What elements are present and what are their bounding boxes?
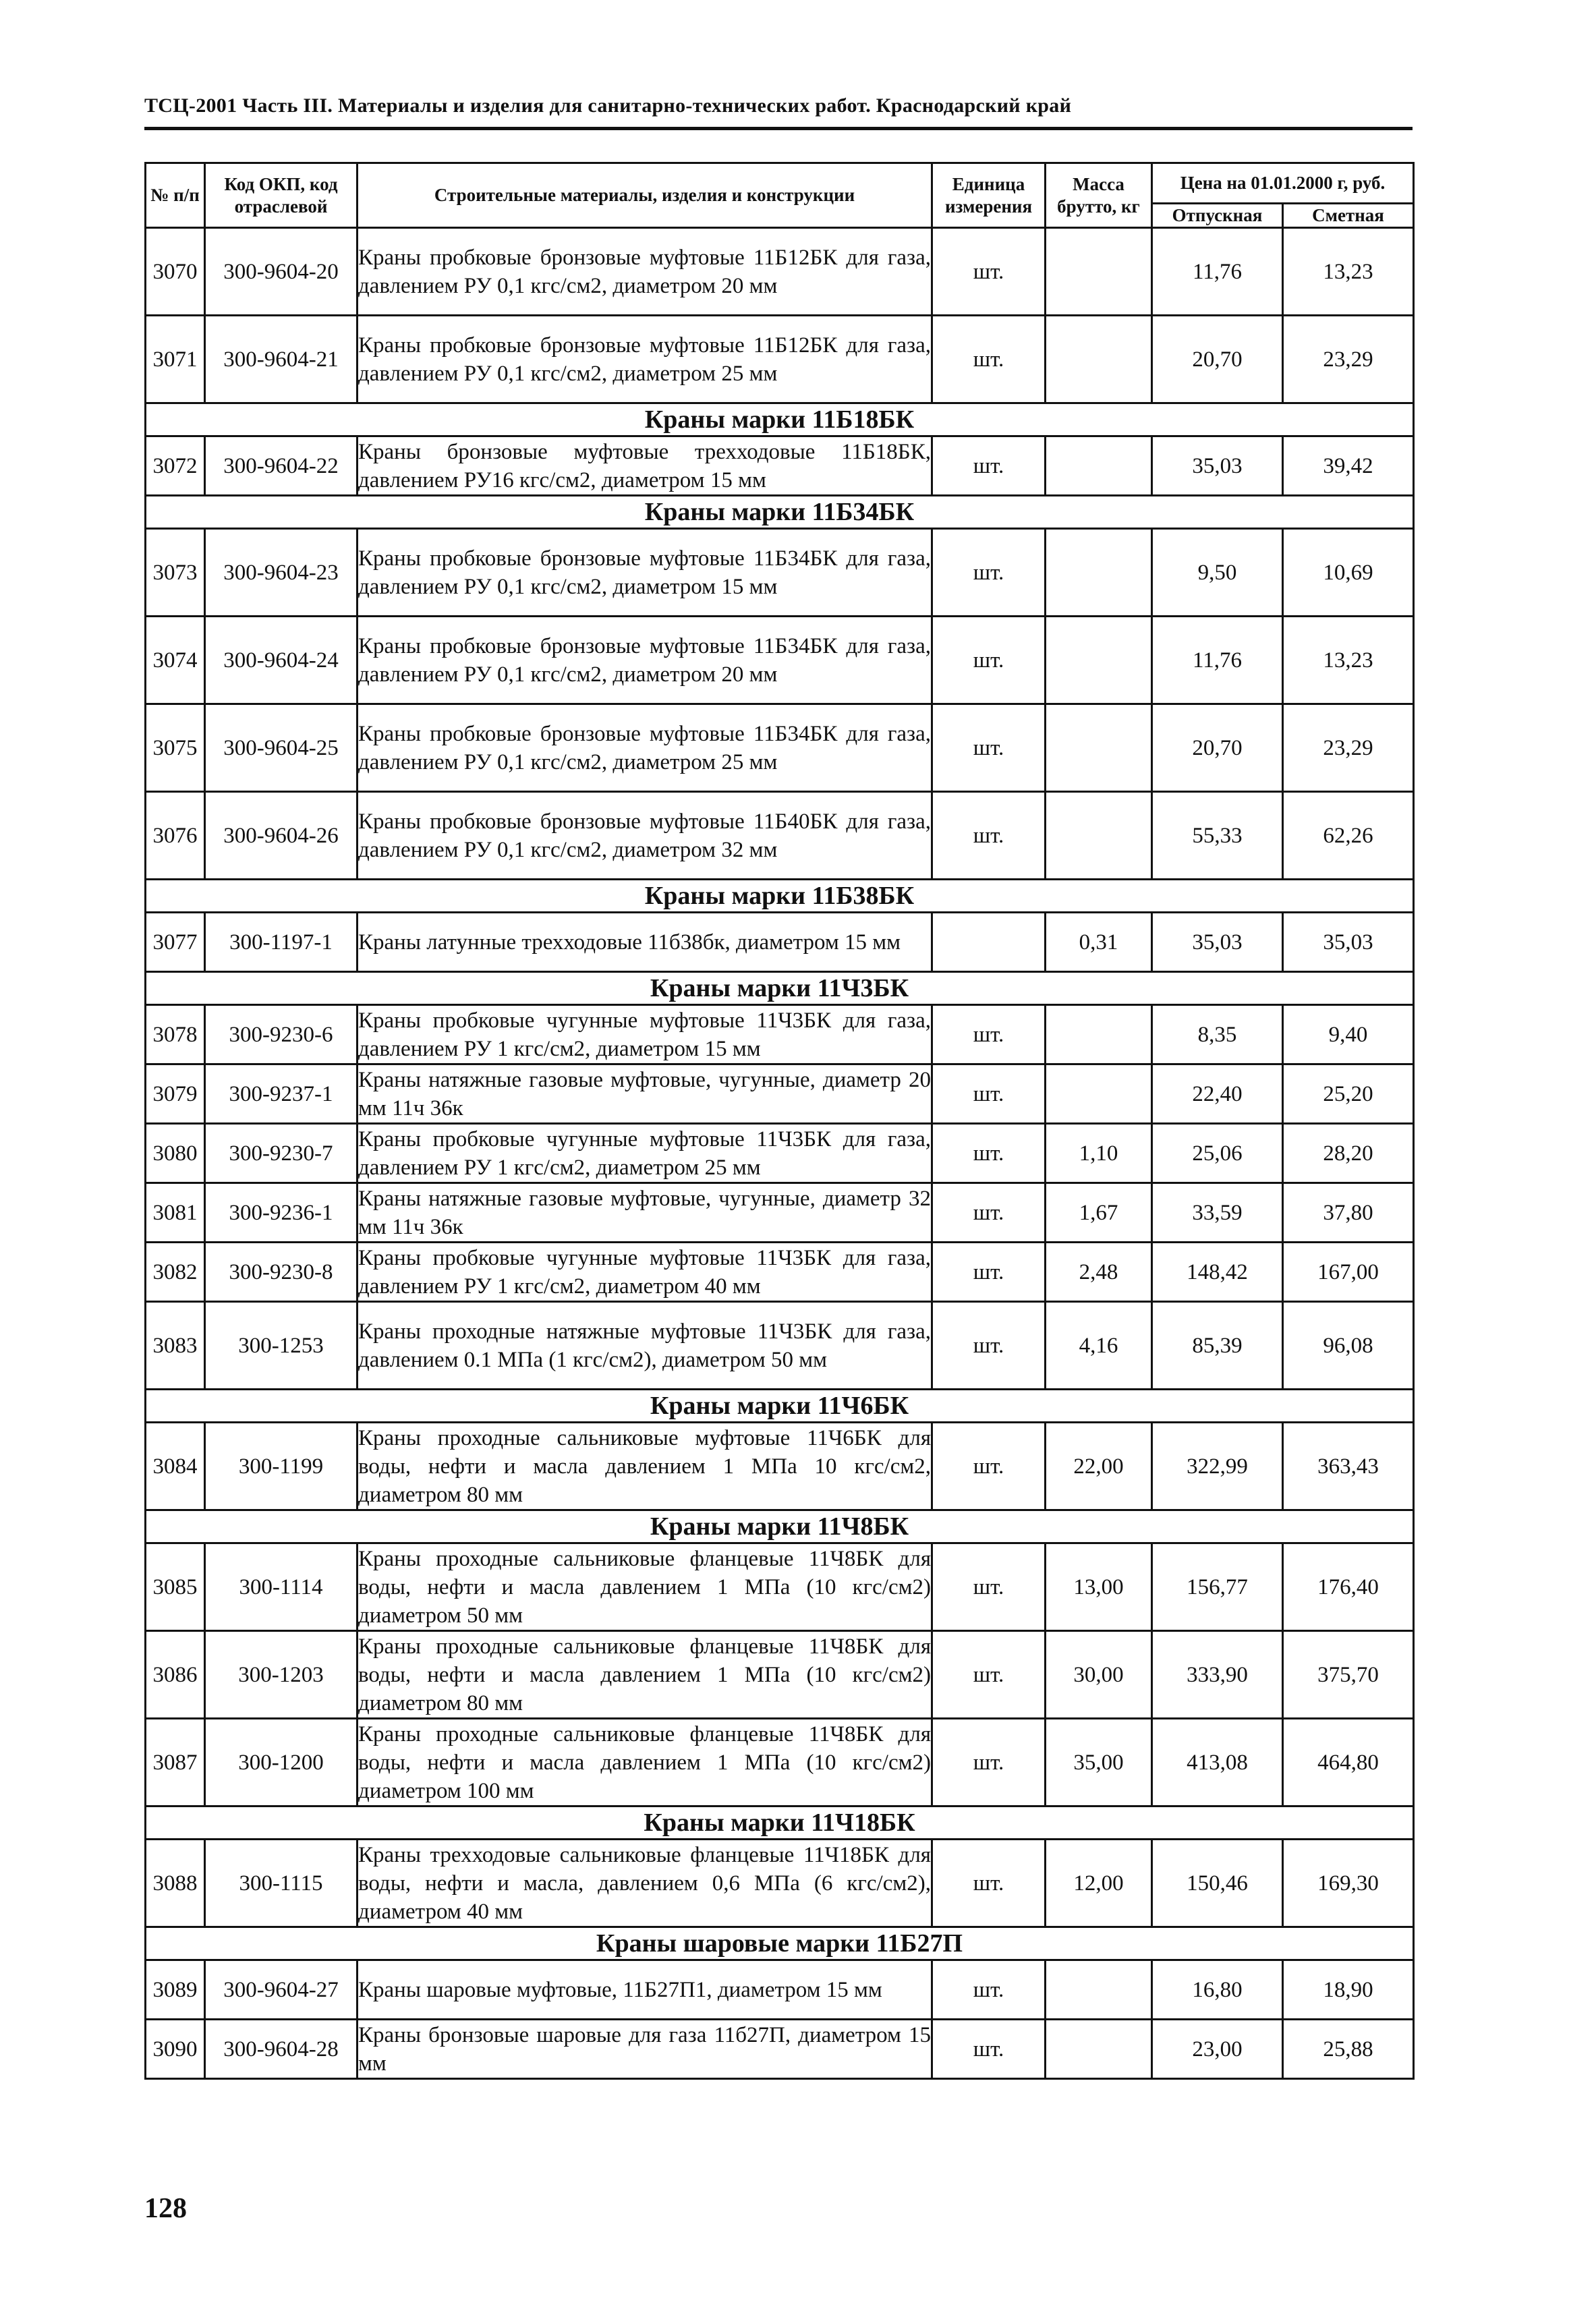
row-mass bbox=[1046, 316, 1152, 403]
row-unit: шт. bbox=[932, 2020, 1046, 2079]
row-number: 3070 bbox=[146, 228, 205, 316]
row-code: 300-1199 bbox=[205, 1423, 358, 1510]
row-mass bbox=[1046, 1960, 1152, 2020]
row-mass bbox=[1046, 792, 1152, 880]
row-price-estimate: 176,40 bbox=[1283, 1543, 1414, 1631]
section-title: Краны марки 11Б34БК bbox=[146, 496, 1414, 529]
row-description: Краны пробковые чугунные муфтовые 11Ч3БК для газа, давлением РУ 1 кгс/см2, диаметром 25 мм bbox=[358, 1124, 932, 1183]
row-price-release: 9,50 bbox=[1152, 529, 1283, 617]
row-code: 300-9237-1 bbox=[205, 1064, 358, 1124]
row-price-release: 8,35 bbox=[1152, 1005, 1283, 1064]
row-unit: шт. bbox=[932, 617, 1046, 704]
row-mass: 35,00 bbox=[1046, 1719, 1152, 1806]
table-body bbox=[146, 228, 1414, 2079]
row-price-release: 16,80 bbox=[1152, 1960, 1283, 2020]
row-price-estimate: 23,29 bbox=[1283, 316, 1414, 403]
row-code: 300-1200 bbox=[205, 1719, 358, 1806]
row-mass: 1,10 bbox=[1046, 1124, 1152, 1183]
table-row bbox=[146, 1183, 1414, 1243]
row-number: 3080 bbox=[146, 1124, 205, 1183]
col-header-num: № п/п bbox=[146, 163, 205, 228]
row-unit: шт. bbox=[932, 1719, 1046, 1806]
row-price-release: 22,40 bbox=[1152, 1064, 1283, 1124]
row-price-release: 413,08 bbox=[1152, 1719, 1283, 1806]
row-price-release: 322,99 bbox=[1152, 1423, 1283, 1510]
row-mass: 1,67 bbox=[1046, 1183, 1152, 1243]
table-row bbox=[146, 792, 1414, 880]
row-mass bbox=[1046, 1005, 1152, 1064]
row-unit: шт. bbox=[932, 1064, 1046, 1124]
section-title: Краны марки 11Ч8БК bbox=[146, 1510, 1414, 1543]
row-unit: шт. bbox=[932, 1840, 1046, 1927]
row-price-estimate: 13,23 bbox=[1283, 228, 1414, 316]
col-header-code: Код ОКП, код отраслевой bbox=[205, 163, 358, 228]
col-header-price-estimate: Сметная bbox=[1283, 204, 1414, 228]
row-mass: 4,16 bbox=[1046, 1302, 1152, 1390]
row-description: Краны пробковые бронзовые муфтовые 11Б34БК для газа, давлением РУ 0,1 кгс/см2, диаметром 25 мм bbox=[358, 704, 932, 792]
row-description: Краны проходные сальниковые фланцевые 11Ч8БК для воды, нефти и масла давлением 1 МПа (10 кгс/см2) диаметром 100 мм bbox=[358, 1719, 932, 1806]
row-unit: шт. bbox=[932, 792, 1046, 880]
row-price-estimate: 39,42 bbox=[1283, 436, 1414, 496]
row-code: 300-9604-24 bbox=[205, 617, 358, 704]
row-mass: 2,48 bbox=[1046, 1243, 1152, 1302]
row-price-estimate: 62,26 bbox=[1283, 792, 1414, 880]
row-price-release: 148,42 bbox=[1152, 1243, 1283, 1302]
table-row bbox=[146, 1243, 1414, 1302]
section-title: Краны шаровые марки 11Б27П bbox=[146, 1927, 1414, 1960]
row-mass: 12,00 bbox=[1046, 1840, 1152, 1927]
row-code: 300-9604-26 bbox=[205, 792, 358, 880]
row-unit: шт. bbox=[932, 1183, 1046, 1243]
table-row bbox=[146, 913, 1414, 972]
table-row bbox=[146, 436, 1414, 496]
row-mass bbox=[1046, 617, 1152, 704]
price-table bbox=[144, 162, 1415, 2080]
row-price-release: 35,03 bbox=[1152, 436, 1283, 496]
row-price-estimate: 363,43 bbox=[1283, 1423, 1414, 1510]
table-row bbox=[146, 1960, 1414, 2020]
row-description: Краны проходные натяжные муфтовые 11Ч3БК для газа, давлением 0.1 МПа (1 кгс/см2), диаметром 50 мм bbox=[358, 1302, 932, 1390]
row-number: 3083 bbox=[146, 1302, 205, 1390]
table-row bbox=[146, 617, 1414, 704]
row-code: 300-1203 bbox=[205, 1631, 358, 1719]
col-header-mass: Масса брутто, кг bbox=[1046, 163, 1152, 228]
row-unit: шт. bbox=[932, 1005, 1046, 1064]
row-number: 3081 bbox=[146, 1183, 205, 1243]
row-code: 300-9604-23 bbox=[205, 529, 358, 617]
row-unit: шт. bbox=[932, 704, 1046, 792]
row-unit: шт. bbox=[932, 1960, 1046, 2020]
row-code: 300-9236-1 bbox=[205, 1183, 358, 1243]
row-description: Краны шаровые муфтовые, 11Б27П1, диаметром 15 мм bbox=[358, 1960, 932, 2020]
row-price-estimate: 10,69 bbox=[1283, 529, 1414, 617]
row-description: Краны проходные сальниковые фланцевые 11Ч8БК для воды, нефти и масла давлением 1 МПа (10 кгс/см2) диаметром 80 мм bbox=[358, 1631, 932, 1719]
row-price-release: 25,06 bbox=[1152, 1124, 1283, 1183]
row-price-release: 55,33 bbox=[1152, 792, 1283, 880]
table-row bbox=[146, 704, 1414, 792]
row-unit: шт. bbox=[932, 436, 1046, 496]
row-price-estimate: 37,80 bbox=[1283, 1183, 1414, 1243]
row-code: 300-9604-22 bbox=[205, 436, 358, 496]
row-description: Краны пробковые бронзовые муфтовые 11Б40БК для газа, давлением РУ 0,1 кгс/см2, диаметром 32 мм bbox=[358, 792, 932, 880]
section-row bbox=[146, 403, 1414, 436]
row-number: 3087 bbox=[146, 1719, 205, 1806]
row-price-estimate: 9,40 bbox=[1283, 1005, 1414, 1064]
row-number: 3086 bbox=[146, 1631, 205, 1719]
row-mass: 30,00 bbox=[1046, 1631, 1152, 1719]
section-row bbox=[146, 1806, 1414, 1840]
row-description: Краны бронзовые шаровые для газа 11б27П, диаметром 15 мм bbox=[358, 2020, 932, 2079]
row-price-estimate: 25,88 bbox=[1283, 2020, 1414, 2079]
table-row bbox=[146, 1302, 1414, 1390]
section-row bbox=[146, 1927, 1414, 1960]
row-price-release: 35,03 bbox=[1152, 913, 1283, 972]
row-code: 300-1253 bbox=[205, 1302, 358, 1390]
row-code: 300-9604-27 bbox=[205, 1960, 358, 2020]
row-mass: 0,31 bbox=[1046, 913, 1152, 972]
row-mass bbox=[1046, 228, 1152, 316]
table-row bbox=[146, 228, 1414, 316]
row-code: 300-9604-28 bbox=[205, 2020, 358, 2079]
section-row bbox=[146, 880, 1414, 913]
row-description: Краны пробковые бронзовые муфтовые 11Б12БК для газа, давлением РУ 0,1 кгс/см2, диаметром 20 мм bbox=[358, 228, 932, 316]
row-price-release: 23,00 bbox=[1152, 2020, 1283, 2079]
row-price-estimate: 375,70 bbox=[1283, 1631, 1414, 1719]
row-unit: шт. bbox=[932, 1543, 1046, 1631]
row-mass bbox=[1046, 529, 1152, 617]
section-row bbox=[146, 972, 1414, 1005]
row-price-release: 85,39 bbox=[1152, 1302, 1283, 1390]
section-row bbox=[146, 1510, 1414, 1543]
section-title: Краны марки 11Ч18БК bbox=[146, 1806, 1414, 1840]
row-mass: 13,00 bbox=[1046, 1543, 1152, 1631]
col-header-name: Строительные материалы, изделия и конструкции bbox=[358, 163, 932, 228]
section-title: Краны марки 11Б38БК bbox=[146, 880, 1414, 913]
row-number: 3084 bbox=[146, 1423, 205, 1510]
row-mass bbox=[1046, 1064, 1152, 1124]
row-description: Краны трехходовые сальниковые фланцевые 11Ч18БК для воды, нефти и масла, давлением 0,6 МПа (6 кгс/см2), диаметром 40 мм bbox=[358, 1840, 932, 1927]
row-unit: шт. bbox=[932, 228, 1046, 316]
row-price-estimate: 167,00 bbox=[1283, 1243, 1414, 1302]
row-price-release: 11,76 bbox=[1152, 228, 1283, 316]
table-row bbox=[146, 1423, 1414, 1510]
row-price-estimate: 464,80 bbox=[1283, 1719, 1414, 1806]
row-unit: шт. bbox=[932, 1124, 1046, 1183]
row-price-estimate: 28,20 bbox=[1283, 1124, 1414, 1183]
row-number: 3077 bbox=[146, 913, 205, 972]
row-number: 3082 bbox=[146, 1243, 205, 1302]
table-row bbox=[146, 1064, 1414, 1124]
col-header-price-group: Цена на 01.01.2000 г, руб. bbox=[1152, 163, 1414, 204]
row-description: Краны пробковые бронзовые муфтовые 11Б34БК для газа, давлением РУ 0,1 кгс/см2, диаметром 20 мм bbox=[358, 617, 932, 704]
row-number: 3090 bbox=[146, 2020, 205, 2079]
row-code: 300-9230-8 bbox=[205, 1243, 358, 1302]
row-number: 3085 bbox=[146, 1543, 205, 1631]
row-number: 3089 bbox=[146, 1960, 205, 2020]
row-unit: шт. bbox=[932, 1423, 1046, 1510]
row-price-estimate: 169,30 bbox=[1283, 1840, 1414, 1927]
table-row bbox=[146, 1124, 1414, 1183]
row-price-release: 11,76 bbox=[1152, 617, 1283, 704]
row-price-release: 20,70 bbox=[1152, 316, 1283, 403]
col-header-price-release: Отпускная bbox=[1152, 204, 1283, 228]
row-description: Краны проходные сальниковые муфтовые 11Ч6БК для воды, нефти и масла давлением 1 МПа 10 кгс/см2, диаметром 80 мм bbox=[358, 1423, 932, 1510]
table-row bbox=[146, 2020, 1414, 2079]
row-unit: шт. bbox=[932, 1302, 1046, 1390]
section-title: Краны марки 11Ч3БК bbox=[146, 972, 1414, 1005]
row-unit: шт. bbox=[932, 1631, 1046, 1719]
row-number: 3074 bbox=[146, 617, 205, 704]
row-price-estimate: 96,08 bbox=[1283, 1302, 1414, 1390]
row-unit bbox=[932, 913, 1046, 972]
row-description: Краны пробковые бронзовые муфтовые 11Б34БК для газа, давлением РУ 0,1 кгс/см2, диаметром 15 мм bbox=[358, 529, 932, 617]
row-price-estimate: 35,03 bbox=[1283, 913, 1414, 972]
row-description: Краны натяжные газовые муфтовые, чугунные, диаметр 32 мм 11ч 36к bbox=[358, 1183, 932, 1243]
row-mass bbox=[1046, 704, 1152, 792]
row-number: 3071 bbox=[146, 316, 205, 403]
table-row bbox=[146, 1719, 1414, 1806]
row-description: Краны пробковые чугунные муфтовые 11Ч3БК для газа, давлением РУ 1 кгс/см2, диаметром 40 мм bbox=[358, 1243, 932, 1302]
row-number: 3072 bbox=[146, 436, 205, 496]
page-number: 128 bbox=[144, 2193, 187, 2224]
row-price-release: 20,70 bbox=[1152, 704, 1283, 792]
row-price-estimate: 13,23 bbox=[1283, 617, 1414, 704]
row-price-release: 156,77 bbox=[1152, 1543, 1283, 1631]
row-description: Краны пробковые чугунные муфтовые 11Ч3БК для газа, давлением РУ 1 кгс/см2, диаметром 15 мм bbox=[358, 1005, 932, 1064]
table-row bbox=[146, 529, 1414, 617]
row-description: Краны пробковые бронзовые муфтовые 11Б12БК для газа, давлением РУ 0,1 кгс/см2, диаметром 25 мм bbox=[358, 316, 932, 403]
row-price-release: 333,90 bbox=[1152, 1631, 1283, 1719]
section-row bbox=[146, 496, 1414, 529]
row-unit: шт. bbox=[932, 1243, 1046, 1302]
row-description: Краны бронзовые муфтовые трехходовые 11Б18БК, давлением РУ16 кгс/см2, диаметром 15 мм bbox=[358, 436, 932, 496]
table-row bbox=[146, 1840, 1414, 1927]
page-header: ТСЦ-2001 Часть III. Материалы и изделия для санитарно-технических работ. Краснодарский край bbox=[144, 94, 1072, 117]
table-row bbox=[146, 316, 1414, 403]
row-code: 300-1115 bbox=[205, 1840, 358, 1927]
row-unit: шт. bbox=[932, 529, 1046, 617]
row-code: 300-9230-6 bbox=[205, 1005, 358, 1064]
row-code: 300-9230-7 bbox=[205, 1124, 358, 1183]
row-code: 300-1197-1 bbox=[205, 913, 358, 972]
header-rule bbox=[144, 127, 1413, 130]
row-unit: шт. bbox=[932, 316, 1046, 403]
row-code: 300-1114 bbox=[205, 1543, 358, 1631]
row-price-estimate: 25,20 bbox=[1283, 1064, 1414, 1124]
row-mass bbox=[1046, 2020, 1152, 2079]
row-code: 300-9604-21 bbox=[205, 316, 358, 403]
table-row bbox=[146, 1543, 1414, 1631]
table-row bbox=[146, 1005, 1414, 1064]
row-mass bbox=[1046, 436, 1152, 496]
row-description: Краны латунные трехходовые 11б38бк, диаметром 15 мм bbox=[358, 913, 932, 972]
section-title: Краны марки 11Ч6БК bbox=[146, 1390, 1414, 1423]
row-price-release: 150,46 bbox=[1152, 1840, 1283, 1927]
row-mass: 22,00 bbox=[1046, 1423, 1152, 1510]
row-description: Краны проходные сальниковые фланцевые 11Ч8БК для воды, нефти и масла давлением 1 МПа (10 кгс/см2) диаметром 50 мм bbox=[358, 1543, 932, 1631]
row-number: 3088 bbox=[146, 1840, 205, 1927]
row-number: 3078 bbox=[146, 1005, 205, 1064]
row-description: Краны натяжные газовые муфтовые, чугунные, диаметр 20 мм 11ч 36к bbox=[358, 1064, 932, 1124]
row-code: 300-9604-25 bbox=[205, 704, 358, 792]
row-price-estimate: 23,29 bbox=[1283, 704, 1414, 792]
section-row bbox=[146, 1390, 1414, 1423]
row-price-estimate: 18,90 bbox=[1283, 1960, 1414, 2020]
table-row bbox=[146, 1631, 1414, 1719]
row-number: 3076 bbox=[146, 792, 205, 880]
row-number: 3073 bbox=[146, 529, 205, 617]
row-number: 3079 bbox=[146, 1064, 205, 1124]
section-title: Краны марки 11Б18БК bbox=[146, 403, 1414, 436]
col-header-unit: Единица измерения bbox=[932, 163, 1046, 228]
row-code: 300-9604-20 bbox=[205, 228, 358, 316]
row-number: 3075 bbox=[146, 704, 205, 792]
row-price-release: 33,59 bbox=[1152, 1183, 1283, 1243]
